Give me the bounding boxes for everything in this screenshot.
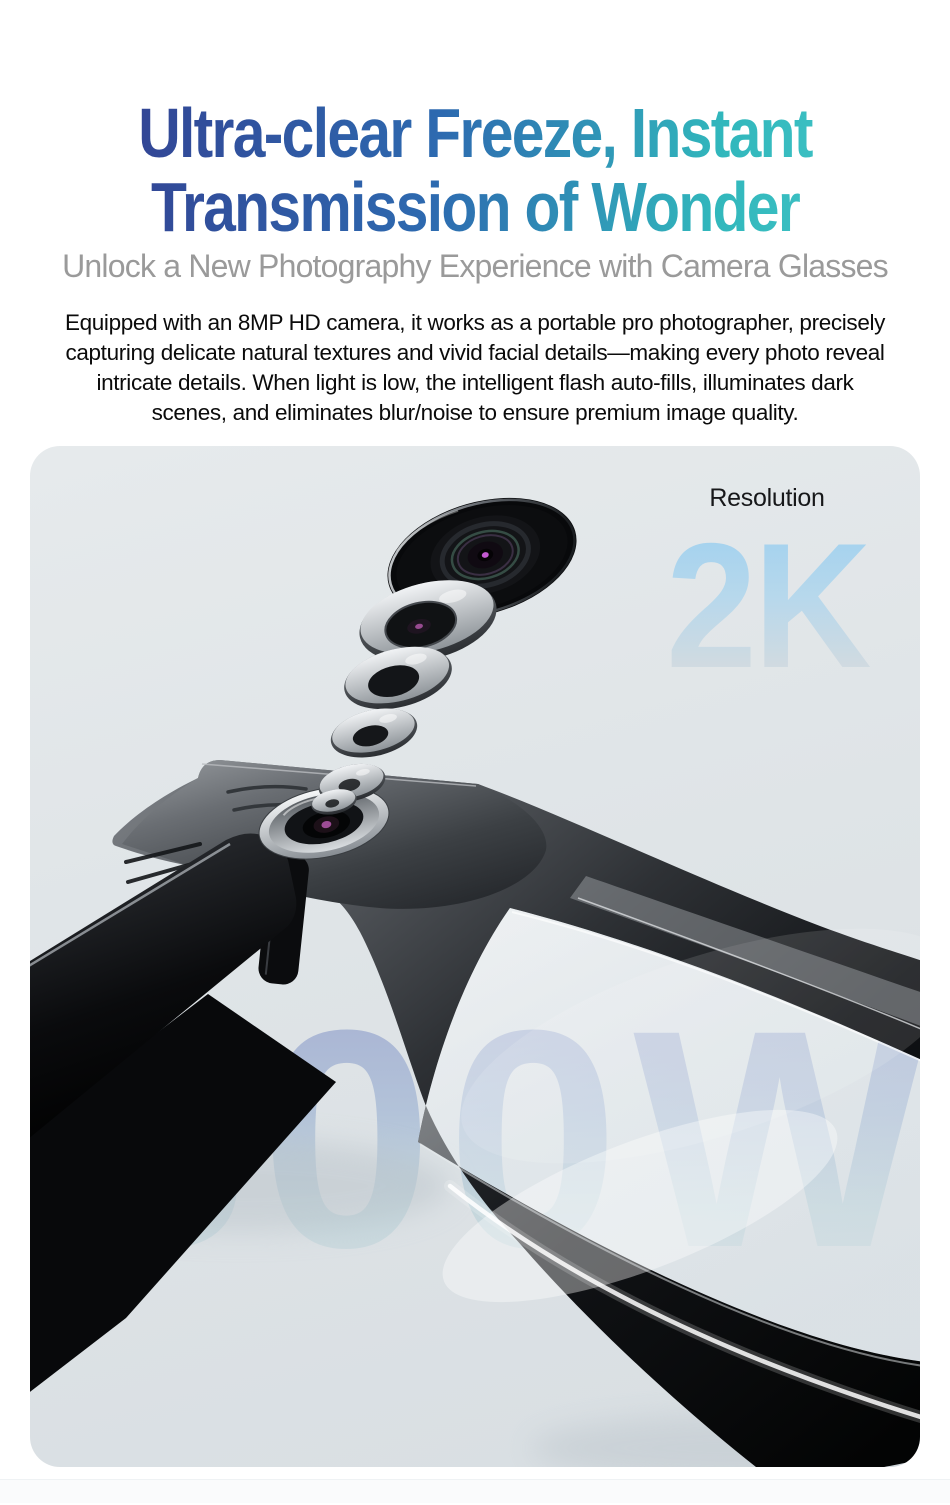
next-section-edge — [0, 1479, 950, 1503]
hero-image-card — [30, 446, 920, 1467]
page-title-line1: Ultra-clear Freeze, Instant — [138, 94, 812, 172]
intro-line: Equipped with an 8MP HD camera, it works as a portable pro photographer, precisely — [64, 310, 886, 335]
subtitle: Unlock a New Photography Experience with Camera Glasses — [62, 248, 888, 284]
resolution-label: Resolution — [709, 484, 825, 512]
camera-glasses-illustration — [30, 446, 920, 1467]
intro-paragraph — [0, 308, 950, 428]
camera-lens-stack-illustration — [309, 477, 591, 818]
page-title-line2: Transmission of Wonder — [150, 168, 800, 246]
intro-line: intricate details. When light is low, the intelligent flash auto-fills, illuminates dark — [96, 370, 854, 395]
lens-element — [326, 701, 422, 766]
intro-line: capturing delicate natural textures and vivid facial details—making every photo reveal — [65, 340, 885, 365]
footer-gap — [0, 1467, 950, 1479]
page-title — [76, 0, 874, 244]
intro-line: scenes, and eliminates blur/noise to ensure premium image quality. — [151, 400, 799, 425]
temple-arm — [30, 833, 336, 1398]
resolution-value: 2K — [661, 517, 873, 695]
